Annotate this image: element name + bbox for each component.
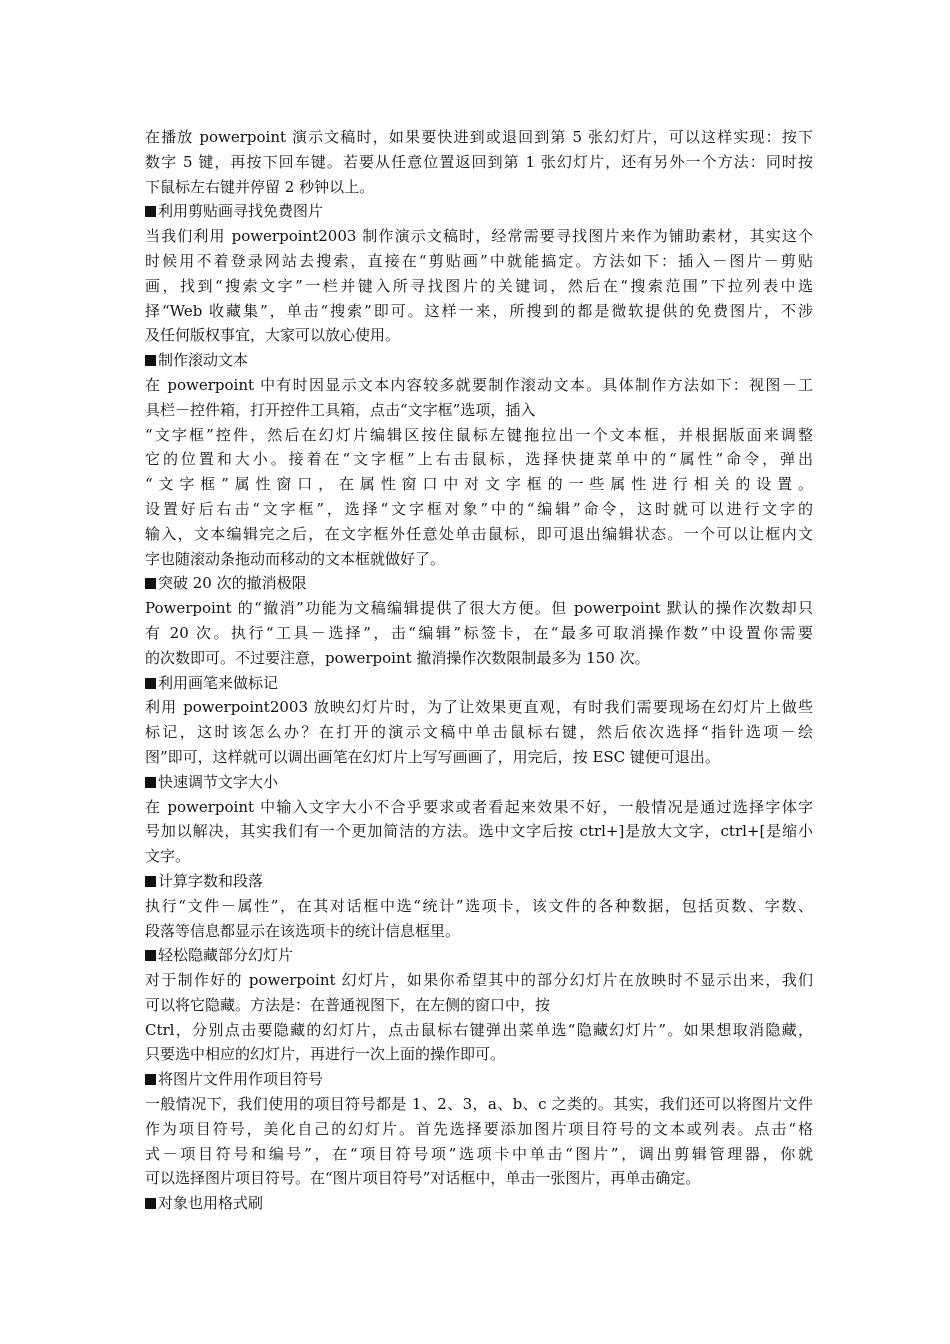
section-heading bbox=[145, 671, 813, 696]
paragraph-line: 文字。 bbox=[145, 847, 191, 866]
paragraph-line: 有 20 次。执行“工具－选择”，击“编辑”标签卡，在“最多可取消操作数”中设置你需要 bbox=[145, 623, 813, 642]
paragraph-line: 可以选择图片项目符号。在“图片项目符号”对话框中，单击一张图片，再单击确定。 bbox=[145, 1169, 701, 1188]
paragraph-line: 具栏－控件箱，打开控件工具箱，点击“文字框”选项，插入 bbox=[145, 400, 536, 419]
paragraph-line: 可以将它隐藏。方法是：在普通视图下，在左侧的窗口中，按 bbox=[145, 995, 551, 1014]
section-heading bbox=[145, 943, 813, 968]
paragraph bbox=[145, 224, 813, 348]
paragraph-line: 段落等信息都显示在该选项卡的统计信息框里。 bbox=[145, 921, 461, 940]
square-bullet-icon bbox=[145, 1198, 156, 1209]
section-heading-text: 对象也用格式刷 bbox=[158, 1194, 264, 1213]
paragraph-line: 时候用不着登录网站去搜索，直接在“剪贴画”中就能搞定。方法如下：插入－图片－剪贴 bbox=[145, 251, 813, 270]
paragraph-line: 作为项目符号，美化自己的幻灯片。首先选择要添加图片项目符号的文本或列表。点击“格 bbox=[145, 1119, 813, 1138]
paragraph-line: 下鼠标左右键并停留 2 秒钟以上。 bbox=[145, 177, 375, 196]
paragraph-line: 当我们利用 powerpoint2003 制作演示文稿时，经常需要寻找图片来作为铺助素材，其实这个 bbox=[145, 227, 813, 246]
square-bullet-icon bbox=[145, 777, 156, 788]
paragraph-line: 对于制作好的 powerpoint 幻灯片，如果你希望其中的部分幻灯片在放映时不显示出来，我们 bbox=[145, 971, 813, 990]
section-heading-text: 制作滚动文本 bbox=[158, 351, 249, 370]
paragraph-line: Ctrl，分别点击要隐藏的幻灯片，点击鼠标右键弹出菜单选“隐藏幻灯片”。如果想取消隐藏， bbox=[145, 1020, 813, 1039]
paragraph bbox=[145, 968, 813, 1067]
paragraph-line: 标记，这时该怎么办？在打开的演示文稿中单击鼠标右键，然后依次选择“指针选项－绘 bbox=[145, 723, 813, 742]
square-bullet-icon bbox=[145, 355, 156, 366]
section-heading bbox=[145, 199, 813, 224]
square-bullet-icon bbox=[145, 1074, 156, 1085]
paragraph-line: 择“Web 收藏集”，单击“搜索”即可。这样一来，所搜到的都是微软提供的免费图片，不涉 bbox=[145, 301, 813, 320]
square-bullet-icon bbox=[145, 206, 156, 217]
paragraph-line: 画，找到“搜索文字”一栏并键入所寻找图片的关键词，然后在“搜索范围”下拉列表中选 bbox=[145, 276, 813, 295]
section-heading bbox=[145, 770, 813, 795]
paragraph bbox=[145, 695, 813, 769]
paragraph-line: 在 powerpoint 中有时因显示文本内容较多就要制作滚动文本。具体制作方法如下：视图－工 bbox=[145, 375, 813, 394]
paragraph bbox=[145, 1092, 813, 1191]
section-heading-text: 轻松隐藏部分幻灯片 bbox=[158, 946, 294, 965]
paragraph-line: 设置好后右击“文字框”，选择“文字框对象”中的“编辑”命令，这时就可以进行文字的 bbox=[145, 499, 813, 518]
section-heading-text: 突破 20 次的撤消极限 bbox=[158, 574, 307, 593]
paragraph-line: 式－项目符号和编号”，在“项目符号项”选项卡中单击“图片”，调出剪辑管理器，你就 bbox=[145, 1144, 813, 1163]
document-page bbox=[145, 125, 813, 1216]
section-heading bbox=[145, 571, 813, 596]
paragraph-line: Powerpoint 的“撤消”功能为文稿编辑提供了很大方便。但 powerpoint 默认的操作次数却只 bbox=[145, 599, 813, 618]
paragraph bbox=[145, 596, 813, 670]
section-heading-text: 将图片文件用作项目符号 bbox=[158, 1070, 324, 1089]
section-heading bbox=[145, 1067, 813, 1092]
section-heading bbox=[145, 348, 813, 373]
section-heading-text: 利用剪贴画寻找免费图片 bbox=[158, 202, 324, 221]
paragraph-line: 一般情况下，我们使用的项目符号都是 1、2、3，a、b、c 之类的。其实，我们还可以将图片文件 bbox=[145, 1095, 813, 1114]
paragraph-line: “文字框”属性窗口，在属性窗口中对文字框的一些属性进行相关的设置。 bbox=[145, 475, 813, 494]
paragraph bbox=[145, 795, 813, 869]
section-heading bbox=[145, 1191, 813, 1216]
paragraph bbox=[145, 125, 813, 199]
paragraph-line: 只要选中相应的幻灯片，再进行一次上面的操作即可。 bbox=[145, 1045, 506, 1064]
square-bullet-icon bbox=[145, 678, 156, 689]
paragraph-line: 输入，文本编辑完之后，在文字框外任意处单击鼠标，即可退出编辑状态。一个可以让框内文 bbox=[145, 524, 813, 543]
section-heading-text: 利用画笔来做标记 bbox=[158, 673, 279, 692]
paragraph-line: 字也随滚动条拖动而移动的文本框就做好了。 bbox=[145, 549, 446, 568]
paragraph-line: 的次数即可。不过要注意，powerpoint 撤消操作次数限制最多为 150 次。 bbox=[145, 648, 650, 667]
paragraph-line: 在播放 powerpoint 演示文稿时，如果要快进到或退回到第 5 张幻灯片，可以这样实现：按下 bbox=[145, 128, 813, 146]
paragraph-line: 号加以解决，其实我们有一个更加简洁的方法。选中文字后按 ctrl+]是放大文字，ctrl+[是缩小 bbox=[145, 822, 813, 841]
paragraph bbox=[145, 373, 813, 571]
square-bullet-icon bbox=[145, 876, 156, 887]
paragraph-line: “文字框”控件，然后在幻灯片编辑区按住鼠标左键拖拉出一个文本框，并根据版面来调整 bbox=[145, 425, 813, 444]
paragraph bbox=[145, 894, 813, 944]
section-heading-text: 快速调节文字大小 bbox=[158, 772, 279, 791]
paragraph-line: 图”即可，这样就可以调出画笔在幻灯片上写写画画了，用完后，按 ESC 键便可退出。 bbox=[145, 747, 720, 766]
square-bullet-icon bbox=[145, 578, 156, 589]
paragraph-line: 在 powerpoint 中输入文字大小不合乎要求或者看起来效果不好，一般情况是通过选择字体字 bbox=[145, 797, 813, 816]
paragraph-line: 它的位置和大小。接着在“文字框”上右击鼠标，选择快捷菜单中的“属性”命令，弹出 bbox=[145, 450, 813, 469]
paragraph-line: 执行“文件－属性”，在其对话框中选“统计”选项卡，该文件的各种数据，包括页数、字数、 bbox=[145, 896, 813, 915]
section-heading-text: 计算字数和段落 bbox=[158, 871, 264, 890]
section-heading bbox=[145, 869, 813, 894]
paragraph-line: 数字 5 键，再按下回车键。若要从任意位置返回到第 1 张幻灯片，还有另外一个方法：同时按 bbox=[145, 152, 813, 171]
paragraph-line: 利用 powerpoint2003 放映幻灯片时，为了让效果更直观，有时我们需要现场在幻灯片上做些 bbox=[145, 698, 813, 717]
square-bullet-icon bbox=[145, 950, 156, 961]
paragraph-line: 及任何版权事宜，大家可以放心使用。 bbox=[145, 326, 401, 345]
